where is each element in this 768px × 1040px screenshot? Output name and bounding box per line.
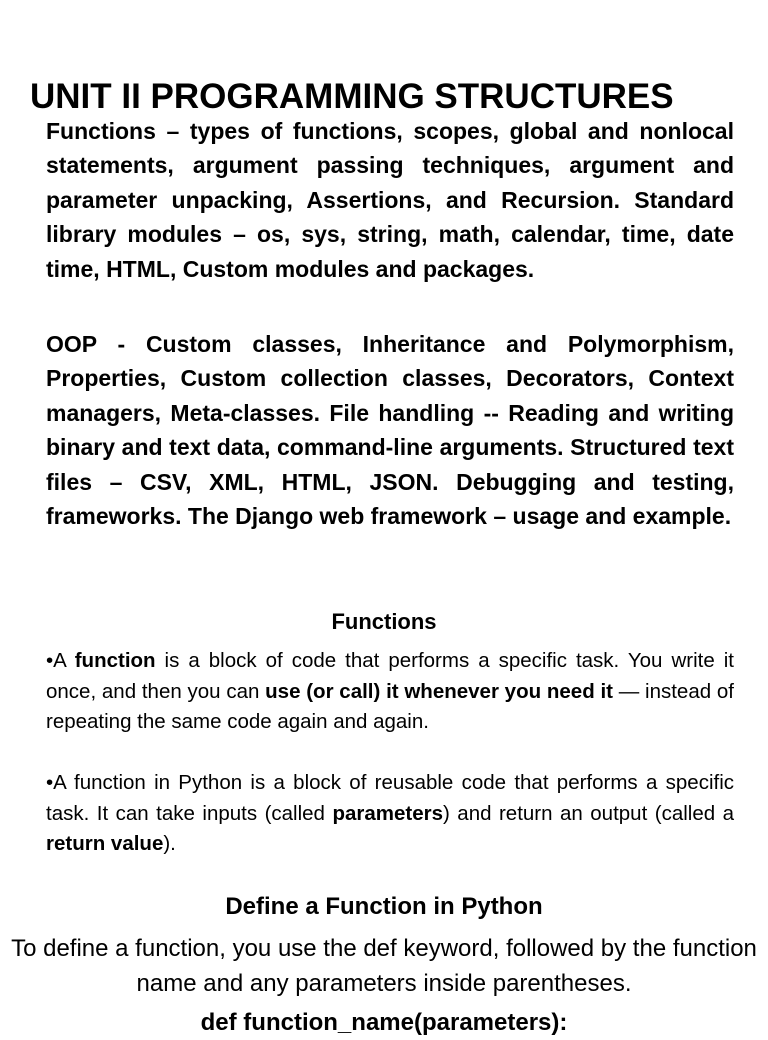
page-title: UNIT II PROGRAMMING STRUCTURES: [30, 77, 674, 117]
bullet-text: •A: [46, 649, 75, 672]
bold-term: return value: [46, 832, 164, 856]
function-syntax: def function_name(parameters):: [200, 1009, 568, 1036]
bold-phrase: use (or call) it whenever you need it: [265, 679, 614, 703]
bullet-text: ).: [163, 832, 176, 856]
bullet-text: ) and return an output (called a: [442, 801, 735, 825]
define-function-heading: Define a Function in Python: [225, 893, 543, 920]
bold-term: function: [74, 649, 156, 672]
bullet-text: is a block of code that performs a specific task. You write it once, and then you can: [46, 649, 734, 703]
syllabus-paragraph-2: OOP - Custom classes, Inheritance and Polymorphism, Properties, Custom collection classes, Decorators, Context managers, Meta-classes. File handling -- Reading and writing binary and text data, command-line arguments. Structured text files – CSV, XML, HTML, JSON. Debugging and testing, frameworks. The Django web framework – usage and example.: [46, 331, 734, 530]
python-function-bullet: [46, 768, 734, 860]
syllabus-paragraph-1: Functions – types of functions, scopes, global and nonlocal statements, argument passing techniques, argument and parameter unpacking, Assertions, and Recursion. Standard library modules – os, sys, string, math, calendar, time, date time, HTML, Custom modules and packages.: [46, 118, 734, 282]
bold-term: parameters: [332, 801, 443, 825]
bullet-text: •A function in Python is a block of reusable code that performs a specific task. It can take inputs (called: [46, 771, 734, 825]
functions-heading: Functions: [331, 609, 437, 634]
bullet-text: — instead of repeating the same code again and again.: [46, 679, 734, 734]
define-function-text: To define a function, you use the def keyword, followed by the function name and any parameters inside parentheses.: [11, 935, 757, 997]
function-definition-bullet: [46, 646, 734, 738]
